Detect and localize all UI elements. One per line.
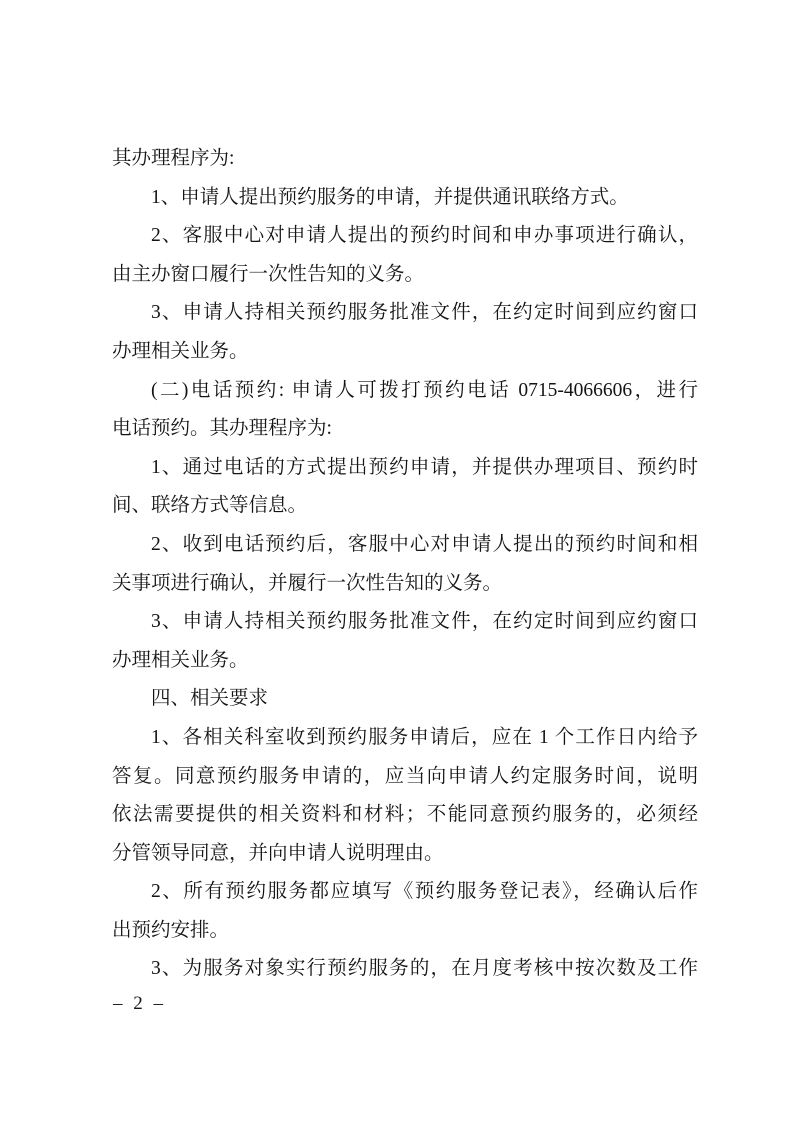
section-heading: 四、相关要求 — [151, 688, 269, 710]
text-line: 电话预约。其办理程序为: — [112, 418, 332, 440]
text-line: 3、申请人持相关预约服务批准文件，在约定时间到应约窗口 — [151, 302, 698, 324]
text-line: 由主办窗口履行一次性告知的义务。 — [112, 263, 425, 285]
document-body — [112, 140, 698, 989]
text-line: 其办理程序为: — [112, 148, 235, 169]
text-line: 答复。同意预约服务申请的，应当向申请人约定服务时间，说明 — [112, 765, 698, 787]
text-line: (二)电话预约: 申请人可拨打预约电话 0715-4066606，进行 — [151, 379, 698, 401]
text-line: 1、各相关科室收到预约服务申请后，应在 1 个工作日内给予 — [151, 726, 698, 748]
text-line: 3、为服务对象实行预约服务的，在月度考核中按次数及工作 — [151, 958, 698, 980]
text-line: 关事项进行确认，并履行一次性告知的义务。 — [112, 572, 503, 594]
text-line: 出预约安排。 — [112, 919, 230, 941]
text-line: 2、所有预约服务都应填写《预约服务登记表》，经确认后作 — [151, 881, 698, 903]
page-number: – 2 – — [113, 993, 166, 1014]
text-line: 2、客服中心对申请人提出的预约时间和申办事项进行确认， — [151, 225, 698, 247]
text-line: 1、申请人提出预约服务的申请，并提供通讯联络方式。 — [151, 186, 629, 208]
text-line: 3、申请人持相关预约服务批准文件，在约定时间到应约窗口 — [151, 611, 698, 633]
text-line: 间、联络方式等信息。 — [112, 495, 308, 517]
text-line: 办理相关业务。 — [112, 340, 249, 362]
text-line: 1、通过电话的方式提出预约申请，并提供办理项目、预约时 — [151, 456, 698, 478]
text-line: 分管领导同意，并向申请人说明理由。 — [112, 842, 444, 864]
text-line: 办理相关业务。 — [112, 649, 249, 671]
text-line: 依法需要提供的相关资料和材料；不能同意预约服务的，必须经 — [112, 804, 698, 826]
text-line: 2、收到电话预约后，客服中心对申请人提出的预约时间和相 — [151, 533, 698, 555]
